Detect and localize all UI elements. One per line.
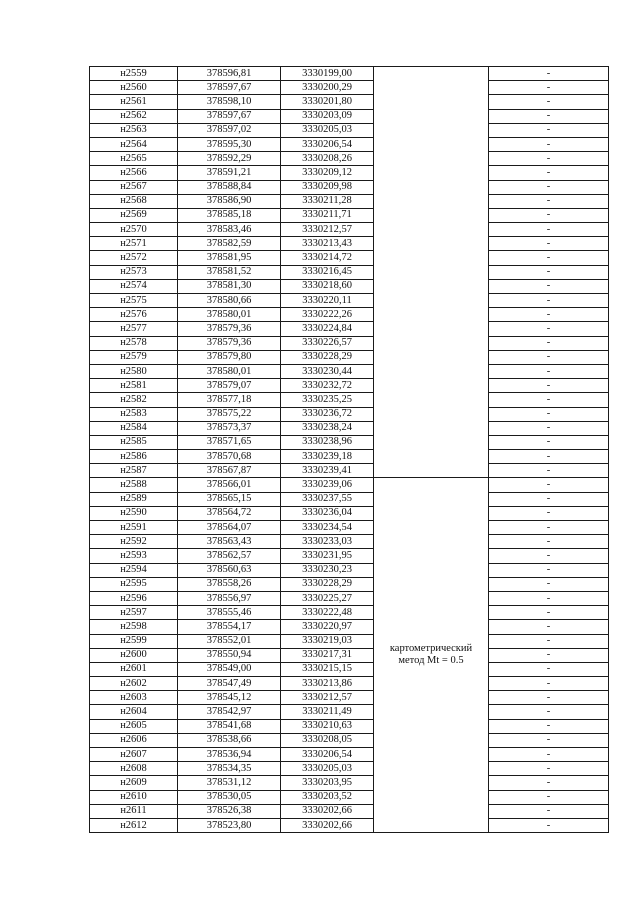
table-row — [90, 208, 609, 222]
x-coordinate-cell: 378536,94 — [178, 748, 281, 762]
y-coordinate-cell: 3330211,28 — [281, 194, 374, 208]
x-coordinate-cell: 378596,81 — [178, 67, 281, 81]
y-coordinate-cell: 3330238,24 — [281, 421, 374, 435]
note-cell: - — [489, 223, 609, 237]
point-name-cell: н2604 — [90, 705, 178, 719]
table-row — [90, 563, 609, 577]
point-name-cell: н2597 — [90, 606, 178, 620]
note-cell: - — [489, 662, 609, 676]
y-coordinate-cell: 3330239,41 — [281, 464, 374, 478]
table-row — [90, 790, 609, 804]
table-row — [90, 492, 609, 506]
table-row — [90, 308, 609, 322]
point-name-cell: н2573 — [90, 265, 178, 279]
point-name-cell: н2600 — [90, 648, 178, 662]
table-row — [90, 719, 609, 733]
y-coordinate-cell: 3330202,66 — [281, 818, 374, 832]
note-cell: - — [489, 152, 609, 166]
y-coordinate-cell: 3330213,86 — [281, 677, 374, 691]
y-coordinate-cell: 3330213,43 — [281, 237, 374, 251]
note-cell: - — [489, 776, 609, 790]
table-row — [90, 379, 609, 393]
x-coordinate-cell: 378579,07 — [178, 379, 281, 393]
note-cell: - — [489, 506, 609, 520]
y-coordinate-cell: 3330239,06 — [281, 478, 374, 492]
point-name-cell: н2601 — [90, 662, 178, 676]
x-coordinate-cell: 378579,36 — [178, 322, 281, 336]
y-coordinate-cell: 3330239,18 — [281, 450, 374, 464]
x-coordinate-cell: 378580,01 — [178, 308, 281, 322]
note-cell: - — [489, 790, 609, 804]
point-name-cell: н2565 — [90, 152, 178, 166]
y-coordinate-cell: 3330238,96 — [281, 435, 374, 449]
point-name-cell: н2569 — [90, 208, 178, 222]
x-coordinate-cell: 378581,95 — [178, 251, 281, 265]
table-row — [90, 294, 609, 308]
table-row — [90, 166, 609, 180]
y-coordinate-cell: 3330226,57 — [281, 336, 374, 350]
note-cell: - — [489, 237, 609, 251]
note-cell: - — [489, 733, 609, 747]
x-coordinate-cell: 378552,01 — [178, 634, 281, 648]
table-row — [90, 464, 609, 478]
note-cell: - — [489, 279, 609, 293]
x-coordinate-cell: 378591,21 — [178, 166, 281, 180]
y-coordinate-cell: 3330225,27 — [281, 591, 374, 605]
y-coordinate-cell: 3330236,04 — [281, 506, 374, 520]
y-coordinate-cell: 3330211,49 — [281, 705, 374, 719]
table-row — [90, 180, 609, 194]
table-row — [90, 67, 609, 81]
note-cell: - — [489, 166, 609, 180]
y-coordinate-cell: 3330208,05 — [281, 733, 374, 747]
point-name-cell: н2602 — [90, 677, 178, 691]
point-name-cell: н2570 — [90, 223, 178, 237]
point-name-cell: н2609 — [90, 776, 178, 790]
note-cell: - — [489, 591, 609, 605]
point-name-cell: н2594 — [90, 563, 178, 577]
table-row — [90, 535, 609, 549]
note-cell: - — [489, 549, 609, 563]
y-coordinate-cell: 3330222,26 — [281, 308, 374, 322]
x-coordinate-cell: 378575,22 — [178, 407, 281, 421]
x-coordinate-cell: 378523,80 — [178, 818, 281, 832]
point-name-cell: н2561 — [90, 95, 178, 109]
point-name-cell: н2567 — [90, 180, 178, 194]
table-row — [90, 393, 609, 407]
y-coordinate-cell: 3330210,63 — [281, 719, 374, 733]
y-coordinate-cell: 3330234,54 — [281, 521, 374, 535]
table-row — [90, 336, 609, 350]
note-cell: - — [489, 634, 609, 648]
x-coordinate-cell: 378580,66 — [178, 294, 281, 308]
note-cell: - — [489, 450, 609, 464]
method-cell — [374, 67, 489, 478]
point-name-cell: н2612 — [90, 818, 178, 832]
table-row — [90, 435, 609, 449]
x-coordinate-cell: 378566,01 — [178, 478, 281, 492]
note-cell: - — [489, 535, 609, 549]
point-name-cell: н2577 — [90, 322, 178, 336]
y-coordinate-cell: 3330233,03 — [281, 535, 374, 549]
point-name-cell: н2608 — [90, 762, 178, 776]
table-row — [90, 748, 609, 762]
note-cell: - — [489, 379, 609, 393]
x-coordinate-cell: 378556,97 — [178, 591, 281, 605]
note-cell: - — [489, 421, 609, 435]
point-name-cell: н2572 — [90, 251, 178, 265]
y-coordinate-cell: 3330206,54 — [281, 748, 374, 762]
point-name-cell: н2591 — [90, 521, 178, 535]
x-coordinate-cell: 378565,15 — [178, 492, 281, 506]
x-coordinate-cell: 378531,12 — [178, 776, 281, 790]
table-row — [90, 322, 609, 336]
table-row — [90, 123, 609, 137]
point-name-cell: н2606 — [90, 733, 178, 747]
note-cell: - — [489, 563, 609, 577]
y-coordinate-cell: 3330218,60 — [281, 279, 374, 293]
table-row — [90, 237, 609, 251]
point-name-cell: н2582 — [90, 393, 178, 407]
note-cell: - — [489, 294, 609, 308]
table-row — [90, 81, 609, 95]
table-row — [90, 634, 609, 648]
point-name-cell: н2566 — [90, 166, 178, 180]
y-coordinate-cell: 3330230,44 — [281, 364, 374, 378]
note-cell: - — [489, 492, 609, 506]
x-coordinate-cell: 378582,59 — [178, 237, 281, 251]
y-coordinate-cell: 3330235,25 — [281, 393, 374, 407]
y-coordinate-cell: 3330217,31 — [281, 648, 374, 662]
table-row — [90, 620, 609, 634]
table-row — [90, 577, 609, 591]
x-coordinate-cell: 378564,07 — [178, 521, 281, 535]
point-name-cell: н2593 — [90, 549, 178, 563]
y-coordinate-cell: 3330202,66 — [281, 804, 374, 818]
note-cell: - — [489, 521, 609, 535]
x-coordinate-cell: 378538,66 — [178, 733, 281, 747]
note-cell: - — [489, 308, 609, 322]
x-coordinate-cell: 378597,02 — [178, 123, 281, 137]
point-name-cell: н2588 — [90, 478, 178, 492]
y-coordinate-cell: 3330228,29 — [281, 350, 374, 364]
y-coordinate-cell: 3330228,29 — [281, 577, 374, 591]
x-coordinate-cell: 378583,46 — [178, 223, 281, 237]
x-coordinate-cell: 378580,01 — [178, 364, 281, 378]
y-coordinate-cell: 3330215,15 — [281, 662, 374, 676]
point-name-cell: н2586 — [90, 450, 178, 464]
point-name-cell: н2599 — [90, 634, 178, 648]
note-cell: - — [489, 577, 609, 591]
note-cell: - — [489, 180, 609, 194]
coordinates-table-body — [90, 67, 609, 833]
x-coordinate-cell: 378542,97 — [178, 705, 281, 719]
table-row — [90, 705, 609, 719]
x-coordinate-cell: 378562,57 — [178, 549, 281, 563]
note-cell: - — [489, 123, 609, 137]
point-name-cell: н2559 — [90, 67, 178, 81]
x-coordinate-cell: 378563,43 — [178, 535, 281, 549]
x-coordinate-cell: 378581,52 — [178, 265, 281, 279]
table-row — [90, 450, 609, 464]
x-coordinate-cell: 378597,67 — [178, 81, 281, 95]
y-coordinate-cell: 3330203,09 — [281, 109, 374, 123]
y-coordinate-cell: 3330206,54 — [281, 137, 374, 151]
x-coordinate-cell: 378573,37 — [178, 421, 281, 435]
y-coordinate-cell: 3330220,11 — [281, 294, 374, 308]
table-row — [90, 279, 609, 293]
table-row — [90, 677, 609, 691]
y-coordinate-cell: 3330222,48 — [281, 606, 374, 620]
note-cell: - — [489, 705, 609, 719]
table-row — [90, 549, 609, 563]
table-row — [90, 591, 609, 605]
y-coordinate-cell: 3330205,03 — [281, 762, 374, 776]
note-cell: - — [489, 620, 609, 634]
point-name-cell: н2560 — [90, 81, 178, 95]
table-row — [90, 776, 609, 790]
y-coordinate-cell: 3330214,72 — [281, 251, 374, 265]
x-coordinate-cell: 378547,49 — [178, 677, 281, 691]
x-coordinate-cell: 378586,90 — [178, 194, 281, 208]
table-row — [90, 364, 609, 378]
x-coordinate-cell: 378541,68 — [178, 719, 281, 733]
table-row — [90, 350, 609, 364]
note-cell: - — [489, 251, 609, 265]
y-coordinate-cell: 3330201,80 — [281, 95, 374, 109]
table-row — [90, 407, 609, 421]
point-name-cell: н2576 — [90, 308, 178, 322]
note-cell: - — [489, 109, 609, 123]
table-row — [90, 251, 609, 265]
x-coordinate-cell: 378554,17 — [178, 620, 281, 634]
y-coordinate-cell: 3330236,72 — [281, 407, 374, 421]
table-row — [90, 152, 609, 166]
note-cell: - — [489, 137, 609, 151]
y-coordinate-cell: 3330220,97 — [281, 620, 374, 634]
point-name-cell: н2605 — [90, 719, 178, 733]
note-cell: - — [489, 691, 609, 705]
point-name-cell: н2563 — [90, 123, 178, 137]
table-row — [90, 804, 609, 818]
point-name-cell: н2583 — [90, 407, 178, 421]
point-name-cell: н2607 — [90, 748, 178, 762]
point-name-cell: н2579 — [90, 350, 178, 364]
table-row — [90, 506, 609, 520]
point-name-cell: н2611 — [90, 804, 178, 818]
y-coordinate-cell: 3330224,84 — [281, 322, 374, 336]
coordinates-table — [89, 66, 609, 833]
point-name-cell: н2564 — [90, 137, 178, 151]
x-coordinate-cell: 378592,29 — [178, 152, 281, 166]
note-cell: - — [489, 818, 609, 832]
y-coordinate-cell: 3330203,52 — [281, 790, 374, 804]
note-cell: - — [489, 464, 609, 478]
y-coordinate-cell: 3330219,03 — [281, 634, 374, 648]
point-name-cell: н2587 — [90, 464, 178, 478]
point-name-cell: н2595 — [90, 577, 178, 591]
note-cell: - — [489, 364, 609, 378]
x-coordinate-cell: 378530,05 — [178, 790, 281, 804]
point-name-cell: н2589 — [90, 492, 178, 506]
x-coordinate-cell: 378598,10 — [178, 95, 281, 109]
x-coordinate-cell: 378558,26 — [178, 577, 281, 591]
point-name-cell: н2571 — [90, 237, 178, 251]
y-coordinate-cell: 3330232,72 — [281, 379, 374, 393]
note-cell: - — [489, 350, 609, 364]
point-name-cell: н2598 — [90, 620, 178, 634]
note-cell: - — [489, 95, 609, 109]
x-coordinate-cell: 378560,63 — [178, 563, 281, 577]
table-row — [90, 421, 609, 435]
y-coordinate-cell: 3330208,26 — [281, 152, 374, 166]
y-coordinate-cell: 3330231,95 — [281, 549, 374, 563]
x-coordinate-cell: 378597,67 — [178, 109, 281, 123]
note-cell: - — [489, 677, 609, 691]
y-coordinate-cell: 3330211,71 — [281, 208, 374, 222]
x-coordinate-cell: 378577,18 — [178, 393, 281, 407]
table-row — [90, 521, 609, 535]
note-cell: - — [489, 208, 609, 222]
table-row — [90, 137, 609, 151]
x-coordinate-cell: 378567,87 — [178, 464, 281, 478]
y-coordinate-cell: 3330216,45 — [281, 265, 374, 279]
x-coordinate-cell: 378545,12 — [178, 691, 281, 705]
note-cell: - — [489, 748, 609, 762]
x-coordinate-cell: 378526,38 — [178, 804, 281, 818]
x-coordinate-cell: 378595,30 — [178, 137, 281, 151]
x-coordinate-cell: 378579,80 — [178, 350, 281, 364]
table-row — [90, 109, 609, 123]
y-coordinate-cell: 3330199,00 — [281, 67, 374, 81]
point-name-cell: н2581 — [90, 379, 178, 393]
table-row — [90, 662, 609, 676]
point-name-cell: н2574 — [90, 279, 178, 293]
note-cell: - — [489, 265, 609, 279]
x-coordinate-cell: 378564,72 — [178, 506, 281, 520]
x-coordinate-cell: 378555,46 — [178, 606, 281, 620]
point-name-cell: н2578 — [90, 336, 178, 350]
note-cell: - — [489, 67, 609, 81]
y-coordinate-cell: 3330209,98 — [281, 180, 374, 194]
point-name-cell: н2580 — [90, 364, 178, 378]
point-name-cell: н2592 — [90, 535, 178, 549]
y-coordinate-cell: 3330230,23 — [281, 563, 374, 577]
note-cell: - — [489, 194, 609, 208]
table-row — [90, 223, 609, 237]
table-row — [90, 606, 609, 620]
point-name-cell: н2603 — [90, 691, 178, 705]
note-cell: - — [489, 804, 609, 818]
x-coordinate-cell: 378579,36 — [178, 336, 281, 350]
x-coordinate-cell: 378588,84 — [178, 180, 281, 194]
table-row — [90, 194, 609, 208]
note-cell: - — [489, 762, 609, 776]
y-coordinate-cell: 3330209,12 — [281, 166, 374, 180]
y-coordinate-cell: 3330237,55 — [281, 492, 374, 506]
point-name-cell: н2584 — [90, 421, 178, 435]
method-cell: картометрический метод Mt = 0.5 — [374, 478, 489, 833]
table-row — [90, 265, 609, 279]
point-name-cell: н2568 — [90, 194, 178, 208]
point-name-cell: н2590 — [90, 506, 178, 520]
note-cell: - — [489, 606, 609, 620]
x-coordinate-cell: 378570,68 — [178, 450, 281, 464]
x-coordinate-cell: 378585,18 — [178, 208, 281, 222]
table-row — [90, 762, 609, 776]
y-coordinate-cell: 3330203,95 — [281, 776, 374, 790]
note-cell: - — [489, 81, 609, 95]
table-row — [90, 818, 609, 832]
point-name-cell: н2596 — [90, 591, 178, 605]
x-coordinate-cell: 378571,65 — [178, 435, 281, 449]
note-cell: - — [489, 648, 609, 662]
note-cell: - — [489, 719, 609, 733]
note-cell: - — [489, 478, 609, 492]
point-name-cell: н2610 — [90, 790, 178, 804]
y-coordinate-cell: 3330212,57 — [281, 223, 374, 237]
x-coordinate-cell: 378549,00 — [178, 662, 281, 676]
note-cell: - — [489, 435, 609, 449]
x-coordinate-cell: 378581,30 — [178, 279, 281, 293]
y-coordinate-cell: 3330200,29 — [281, 81, 374, 95]
table-row — [90, 733, 609, 747]
y-coordinate-cell: 3330205,03 — [281, 123, 374, 137]
x-coordinate-cell: 378534,35 — [178, 762, 281, 776]
point-name-cell: н2562 — [90, 109, 178, 123]
y-coordinate-cell: 3330212,57 — [281, 691, 374, 705]
note-cell: - — [489, 393, 609, 407]
note-cell: - — [489, 336, 609, 350]
table-row — [90, 691, 609, 705]
table-row — [90, 648, 609, 662]
note-cell: - — [489, 407, 609, 421]
table-row — [90, 95, 609, 109]
note-cell: - — [489, 322, 609, 336]
point-name-cell: н2585 — [90, 435, 178, 449]
point-name-cell: н2575 — [90, 294, 178, 308]
x-coordinate-cell: 378550,94 — [178, 648, 281, 662]
table-row — [90, 478, 609, 492]
